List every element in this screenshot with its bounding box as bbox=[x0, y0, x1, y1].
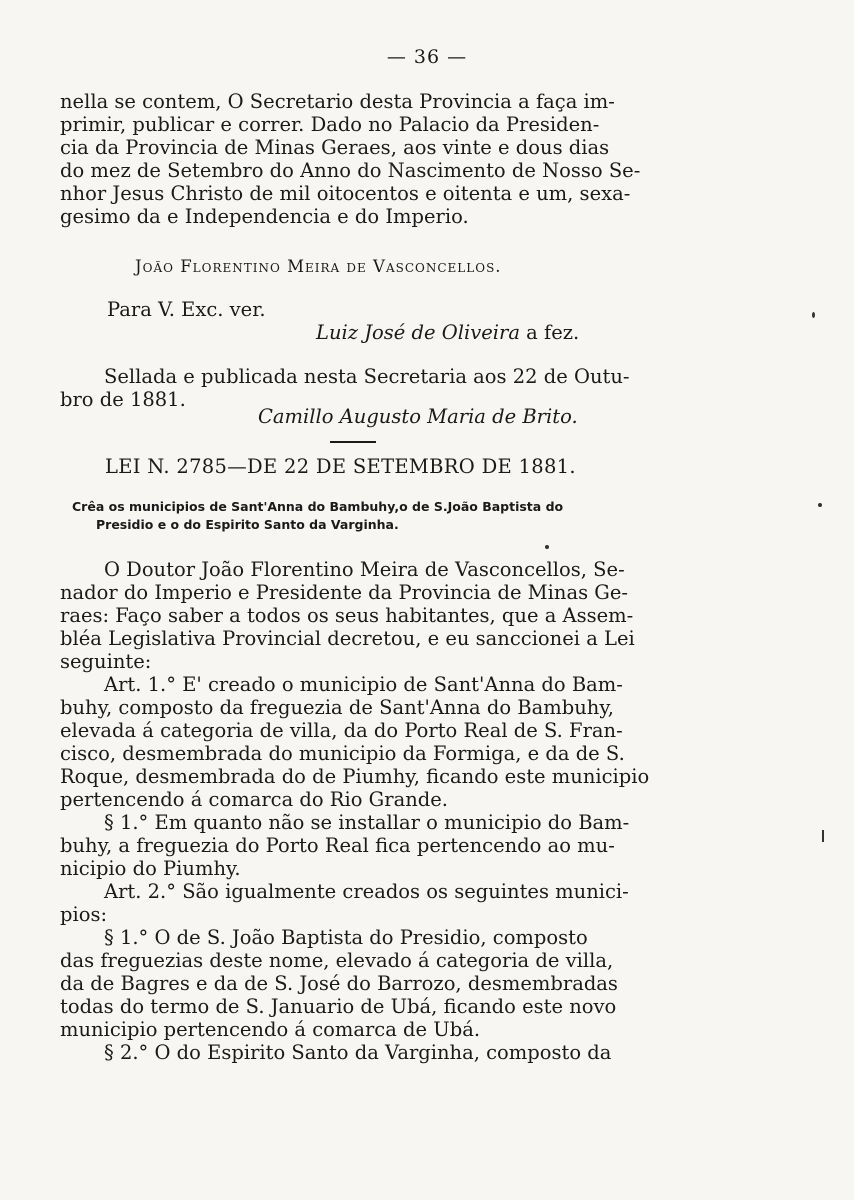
law-body bbox=[60, 558, 660, 1064]
text-line: nella se contem, O Secretario desta Provincia a faça im- bbox=[60, 90, 615, 113]
text-line: nhor Jesus Christo de mil oitocentos e oitenta e um, sexa- bbox=[60, 182, 631, 205]
scan-speck bbox=[545, 545, 549, 549]
scan-mark bbox=[822, 830, 832, 842]
scan-speck bbox=[812, 312, 815, 318]
text-line: das freguezias deste nome, elevado á categoria de villa, bbox=[60, 949, 614, 972]
text-line: cia da Provincia de Minas Geraes, aos vinte e dous dias bbox=[60, 136, 610, 159]
clerk-name: Luiz José de Oliveira bbox=[316, 321, 520, 344]
text-line: municipio pertencendo á comarca de Ubá. bbox=[60, 1018, 481, 1041]
text-line: elevada á categoria de villa, da do Porto Real de S. Fran- bbox=[60, 719, 623, 742]
sealed-signer: Camillo Augusto Maria de Brito. bbox=[258, 405, 578, 428]
text-line: pios: bbox=[60, 903, 108, 926]
text-line: buhy, a freguezia do Porto Real fica pertencendo ao mu- bbox=[60, 834, 615, 857]
para-ver-line: Para V. Exc. ver. bbox=[107, 298, 266, 321]
sealed-line-2: bro de 1881. bbox=[60, 388, 186, 411]
text-line: pertencendo á comarca do Rio Grande. bbox=[60, 788, 448, 811]
page-number: — 36 — bbox=[386, 46, 468, 68]
summary-line-2: Presidio e o do Espirito Santo da Varginha. bbox=[96, 517, 399, 532]
sealed-line-1: Sellada e publicada nesta Secretaria aos 22 de Outu- bbox=[104, 365, 630, 388]
law-heading: LEI N. 2785—DE 22 DE SETEMBRO DE 1881. bbox=[105, 455, 576, 478]
text-line: cisco, desmembrada do municipio da Formiga, e da de S. bbox=[60, 742, 625, 765]
text-line: todas do termo de S. Januario de Ubá, ficando este novo bbox=[60, 995, 617, 1018]
text-line: nicipio do Piumhy. bbox=[60, 857, 241, 880]
scan-speck bbox=[818, 503, 822, 507]
text-line: O Doutor João Florentino Meira de Vasconcellos, Se- bbox=[104, 558, 625, 581]
opening-paragraph bbox=[60, 90, 660, 228]
signatory-name: João Florentino Meira de Vasconcellos. bbox=[135, 257, 502, 276]
text-line: § 1.° Em quanto não se installar o municipio do Bam- bbox=[104, 811, 630, 834]
text-line: bléa Legislativa Provincial decretou, e eu sanccionei a Lei bbox=[60, 627, 635, 650]
clerk-line bbox=[316, 321, 579, 344]
text-line: § 1.° O de S. João Baptista do Presidio, composto bbox=[104, 926, 588, 949]
text-line: gesimo da e Independencia e do Imperio. bbox=[60, 205, 469, 228]
summary-line-1: Crêa os municipios de Sant'Anna do Bambuhy,o de S.João Baptista do bbox=[72, 499, 564, 514]
text-line: raes: Faço saber a todos os seus habitantes, que a Assem- bbox=[60, 604, 634, 627]
text-line: Art. 1.° E' creado o municipio de Sant'Anna do Bam- bbox=[104, 673, 623, 696]
text-line: do mez de Setembro do Anno do Nascimento de Nosso Se- bbox=[60, 159, 641, 182]
text-line: § 2.° O do Espirito Santo da Varginha, composto da bbox=[104, 1041, 612, 1064]
clerk-suffix: a fez. bbox=[519, 321, 580, 344]
text-line: primir, publicar e correr. Dado no Palacio da Presiden- bbox=[60, 113, 600, 136]
text-line: seguinte: bbox=[60, 650, 152, 673]
text-line: da de Bagres e da de S. José do Barrozo, desmembradas bbox=[60, 972, 618, 995]
text-line: nador do Imperio e Presidente da Provincia de Minas Ge- bbox=[60, 581, 628, 604]
text-line: buhy, composto da freguezia de Sant'Anna do Bambuhy, bbox=[60, 696, 614, 719]
law-summary bbox=[72, 498, 662, 534]
section-divider bbox=[330, 441, 376, 443]
text-line: Art. 2.° São igualmente creados os seguintes munici- bbox=[104, 880, 629, 903]
text-line: Roque, desmembrada do de Piumhy, ficando este municipio bbox=[60, 765, 650, 788]
